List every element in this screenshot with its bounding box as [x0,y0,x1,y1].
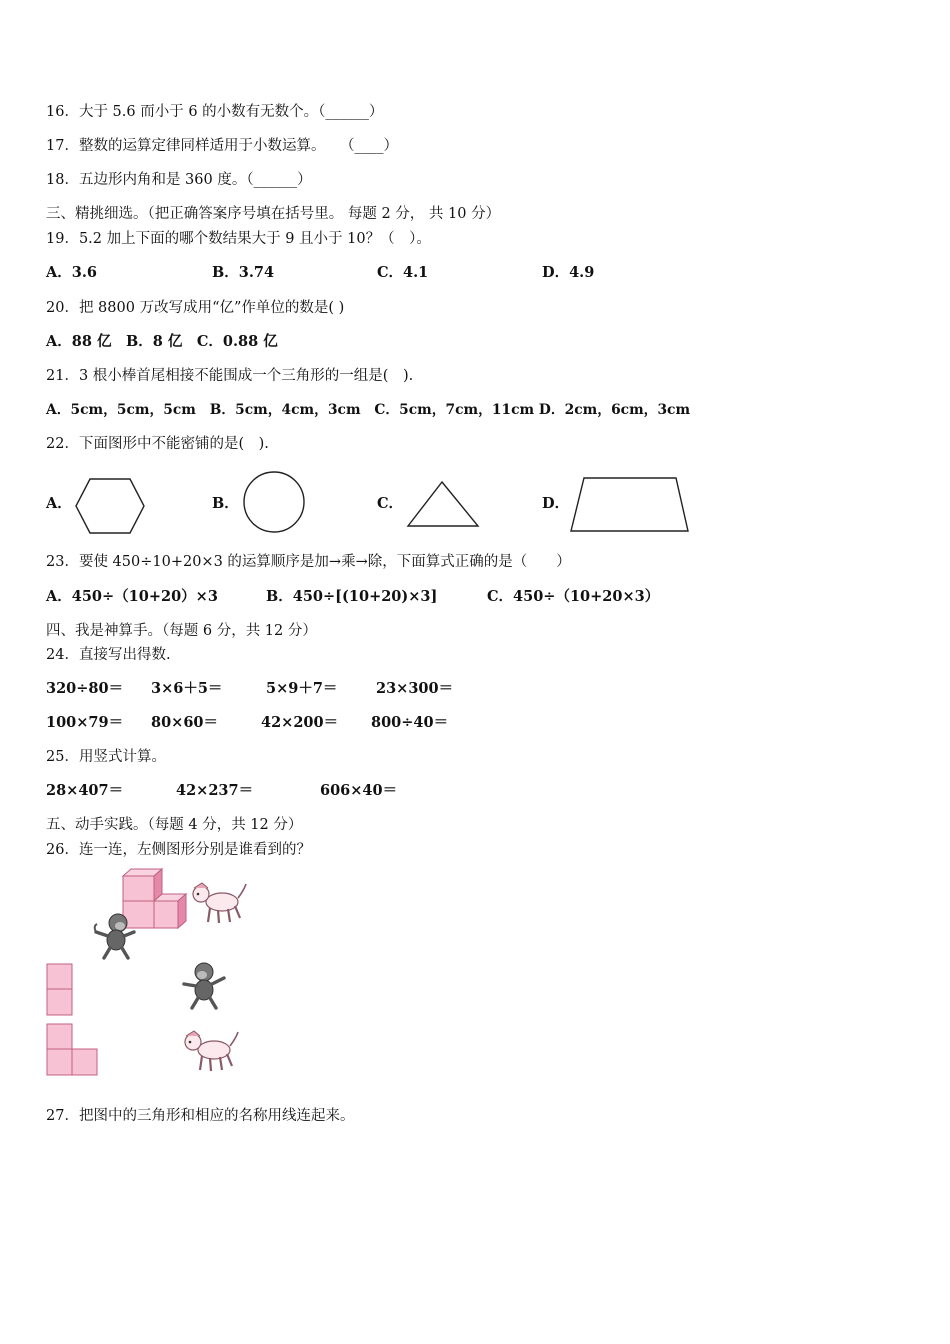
q23-option-b: B．450÷[(10+20)×3] [266,588,438,605]
dog-icon [182,1028,240,1074]
q24-item: 80×60＝ [151,714,219,731]
section-4-heading: 四、我是神算手。（每题 6 分，共 12 分） [46,623,317,639]
q22-label-d: D． [542,495,570,512]
hexagon-icon [74,477,146,535]
section-3-heading: 三、精挑细选。（把正确答案序号填在括号里。 每题 2 分， 共 10 分） [46,206,501,222]
q24-item: 42×200＝ [261,714,339,731]
question-16: 16．大于 5.6 而小于 6 的小数有无数个。（______） [46,104,384,120]
monkey-icon [182,962,228,1010]
q24-item: 320÷80＝ [46,680,124,697]
trapezoid-icon [568,474,692,534]
question-22-stem: 22．下面图形中不能密铺的是( ). [46,436,269,452]
question-20-stem: 20．把 8800 万改写成用“亿”作单位的数是( ) [46,300,345,316]
q22-label-a: A． [46,495,72,512]
question-24-stem: 24．直接写出得数. [46,647,171,663]
question-23-stem: 23．要使 450÷10+20×3 的运算顺序是加→乘→除，下面算式正确的是（ ） [46,554,571,570]
question-21-stem: 21．3 根小棒首尾相接不能围成一个三角形的一组是( ). [46,368,414,384]
circle-icon [242,470,306,534]
q25-item: 606×40＝ [320,782,398,799]
q19-option-b: B．3.74 [212,264,275,281]
dog-icon [190,880,248,926]
question-17: 17．整数的运算定律同样适用于小数运算。 （____） [46,138,398,154]
q22-label-c: C． [377,495,404,512]
q24-item: 3×6＋5＝ [151,680,223,697]
q20-options: A．88 亿 B．8 亿 C．0.88 亿 [46,333,278,350]
q19-option-c: C．4.1 [377,264,429,281]
question-25-stem: 25．用竖式计算。 [46,749,166,765]
question-27-stem: 27．把图中的三角形和相应的名称用线连起来。 [46,1108,355,1124]
q25-item: 42×237＝ [176,782,254,799]
q21-options: A．5cm，5cm，5cm B．5cm，4cm，3cm C．5cm，7cm，11cm D．2cm，6cm，3cm [46,402,691,418]
q24-item: 5×9＋7＝ [266,680,338,697]
monkey-icon [92,912,138,960]
question-26-stem: 26．连一连，左侧图形分别是谁看到的？ [46,842,311,858]
q25-item: 28×407＝ [46,782,124,799]
view-l-shape-figure [46,1023,100,1077]
q19-option-d: D．4.9 [542,264,595,281]
q24-item: 23×300＝ [376,680,454,697]
q24-item: 100×79＝ [46,714,124,731]
question-18: 18．五边形内角和是 360 度。（______） [46,172,312,188]
q22-label-b: B． [212,495,239,512]
view-tall-figure [46,963,74,1017]
question-19-stem: 19．5.2 加上下面的哪个数结果大于 9 且小于 10？（ ）。 [46,231,431,247]
q23-option-a: A．450÷（10+20）×3 [46,588,218,605]
q24-item: 800÷40＝ [371,714,449,731]
section-5-heading: 五、动手实践。（每题 4 分，共 12 分） [46,817,303,833]
q23-option-c: C．450÷（10+20×3） [487,588,660,605]
triangle-icon [406,480,480,528]
q19-option-a: A．3.6 [46,264,97,281]
